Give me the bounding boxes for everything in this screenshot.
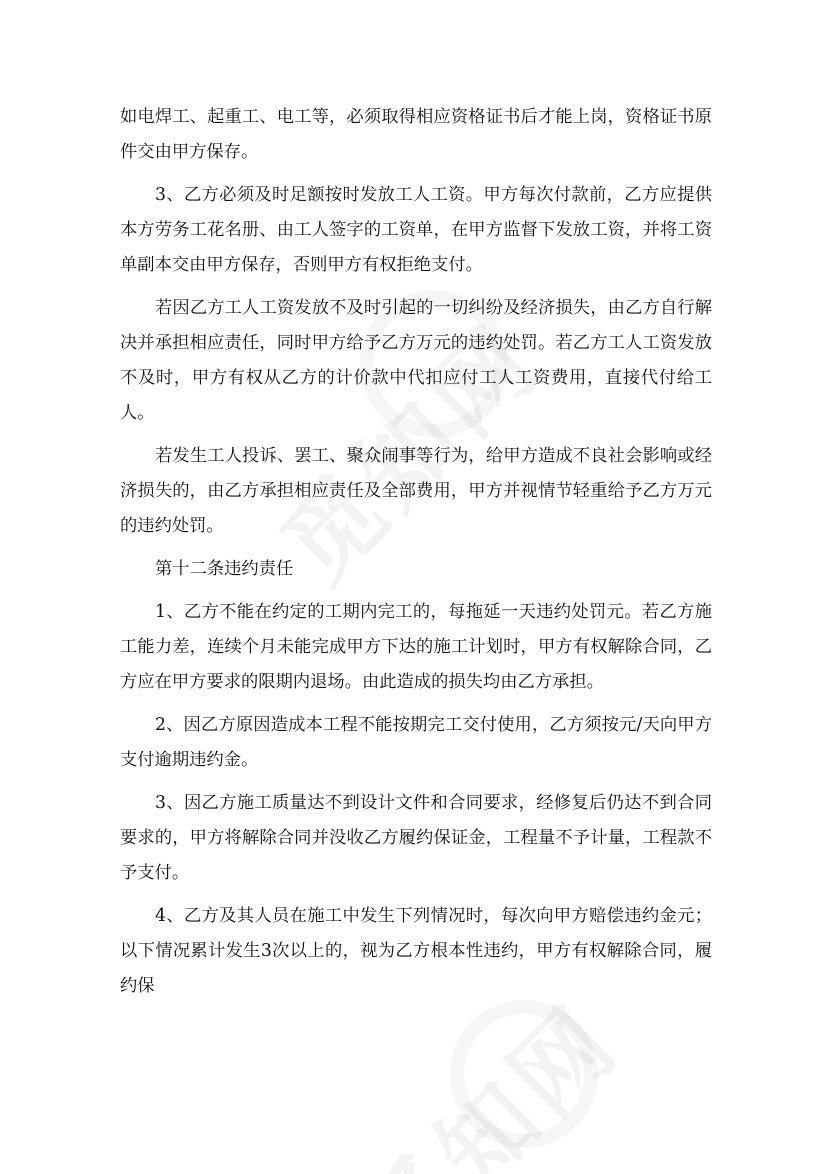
paragraph-continuation: 如电焊工、起重工、电工等，必须取得相应资格证书后才能上岗，资格证书原件交由甲方保存。 — [120, 107, 712, 162]
paragraph-clause-3-wages: 3、乙方必须及时足额按时发放工人工资。甲方每次付款前，乙方应提供本方劳务工花名册、由工人签字的工资单，在甲方监督下发放工资，并将工资单副本交由甲方保存，否则甲方有权拒绝支付。 — [120, 185, 712, 275]
paragraph-penalty-1: 1、乙方不能在约定的工期内完工的，每拖延一天违约处罚元。若乙方施工能力差，连续个月未能完成甲方下达的施工计划时，甲方有权解除合同，乙方应在甲方要求的限期内退场。由此造成的损失均由乙方承担。 — [120, 602, 712, 692]
section-heading-article-12: 第十二条违约责任 — [155, 559, 294, 579]
paragraph-penalty-4: 4、乙方及其人员在施工中发生下列情况时，每次向甲方赔偿违约金元；以下情况累计发生3次以上的，视为乙方根本性违约，甲方有权解除合同，履约保 — [120, 906, 712, 996]
paragraph-penalty-3: 3、因乙方施工质量达不到设计文件和合同要求，经修复后仍达不到合同要求的，甲方将解除合同并没收乙方履约保证金，工程量不予计量，工程款不予支付。 — [120, 793, 712, 883]
watermark-ring — [450, 1000, 598, 1148]
paragraph-worker-complaints: 若发生工人投诉、罢工、聚众闹事等行为，给甲方造成不良社会影响或经济损失的，由乙方承担相应责任及全部费用，甲方并视情节轻重给予乙方万元的违约处罚。 — [120, 446, 712, 536]
paragraph-wage-disputes: 若因乙方工人工资发放不及时引起的一切纠纷及经济损失，由乙方自行解决并承担相应责任，同时甲方给予乙方万元的违约处罚。若乙方工人工资发放不及时，甲方有权从乙方的计价款中代扣应付工人工资费用，直接代付给工人。 — [120, 298, 712, 423]
paragraph-penalty-2: 2、因乙方原因造成本工程不能按期完工交付使用，乙方须按元/天向甲方支付逾期违约金。 — [120, 715, 712, 770]
document-body — [120, 100, 712, 1004]
